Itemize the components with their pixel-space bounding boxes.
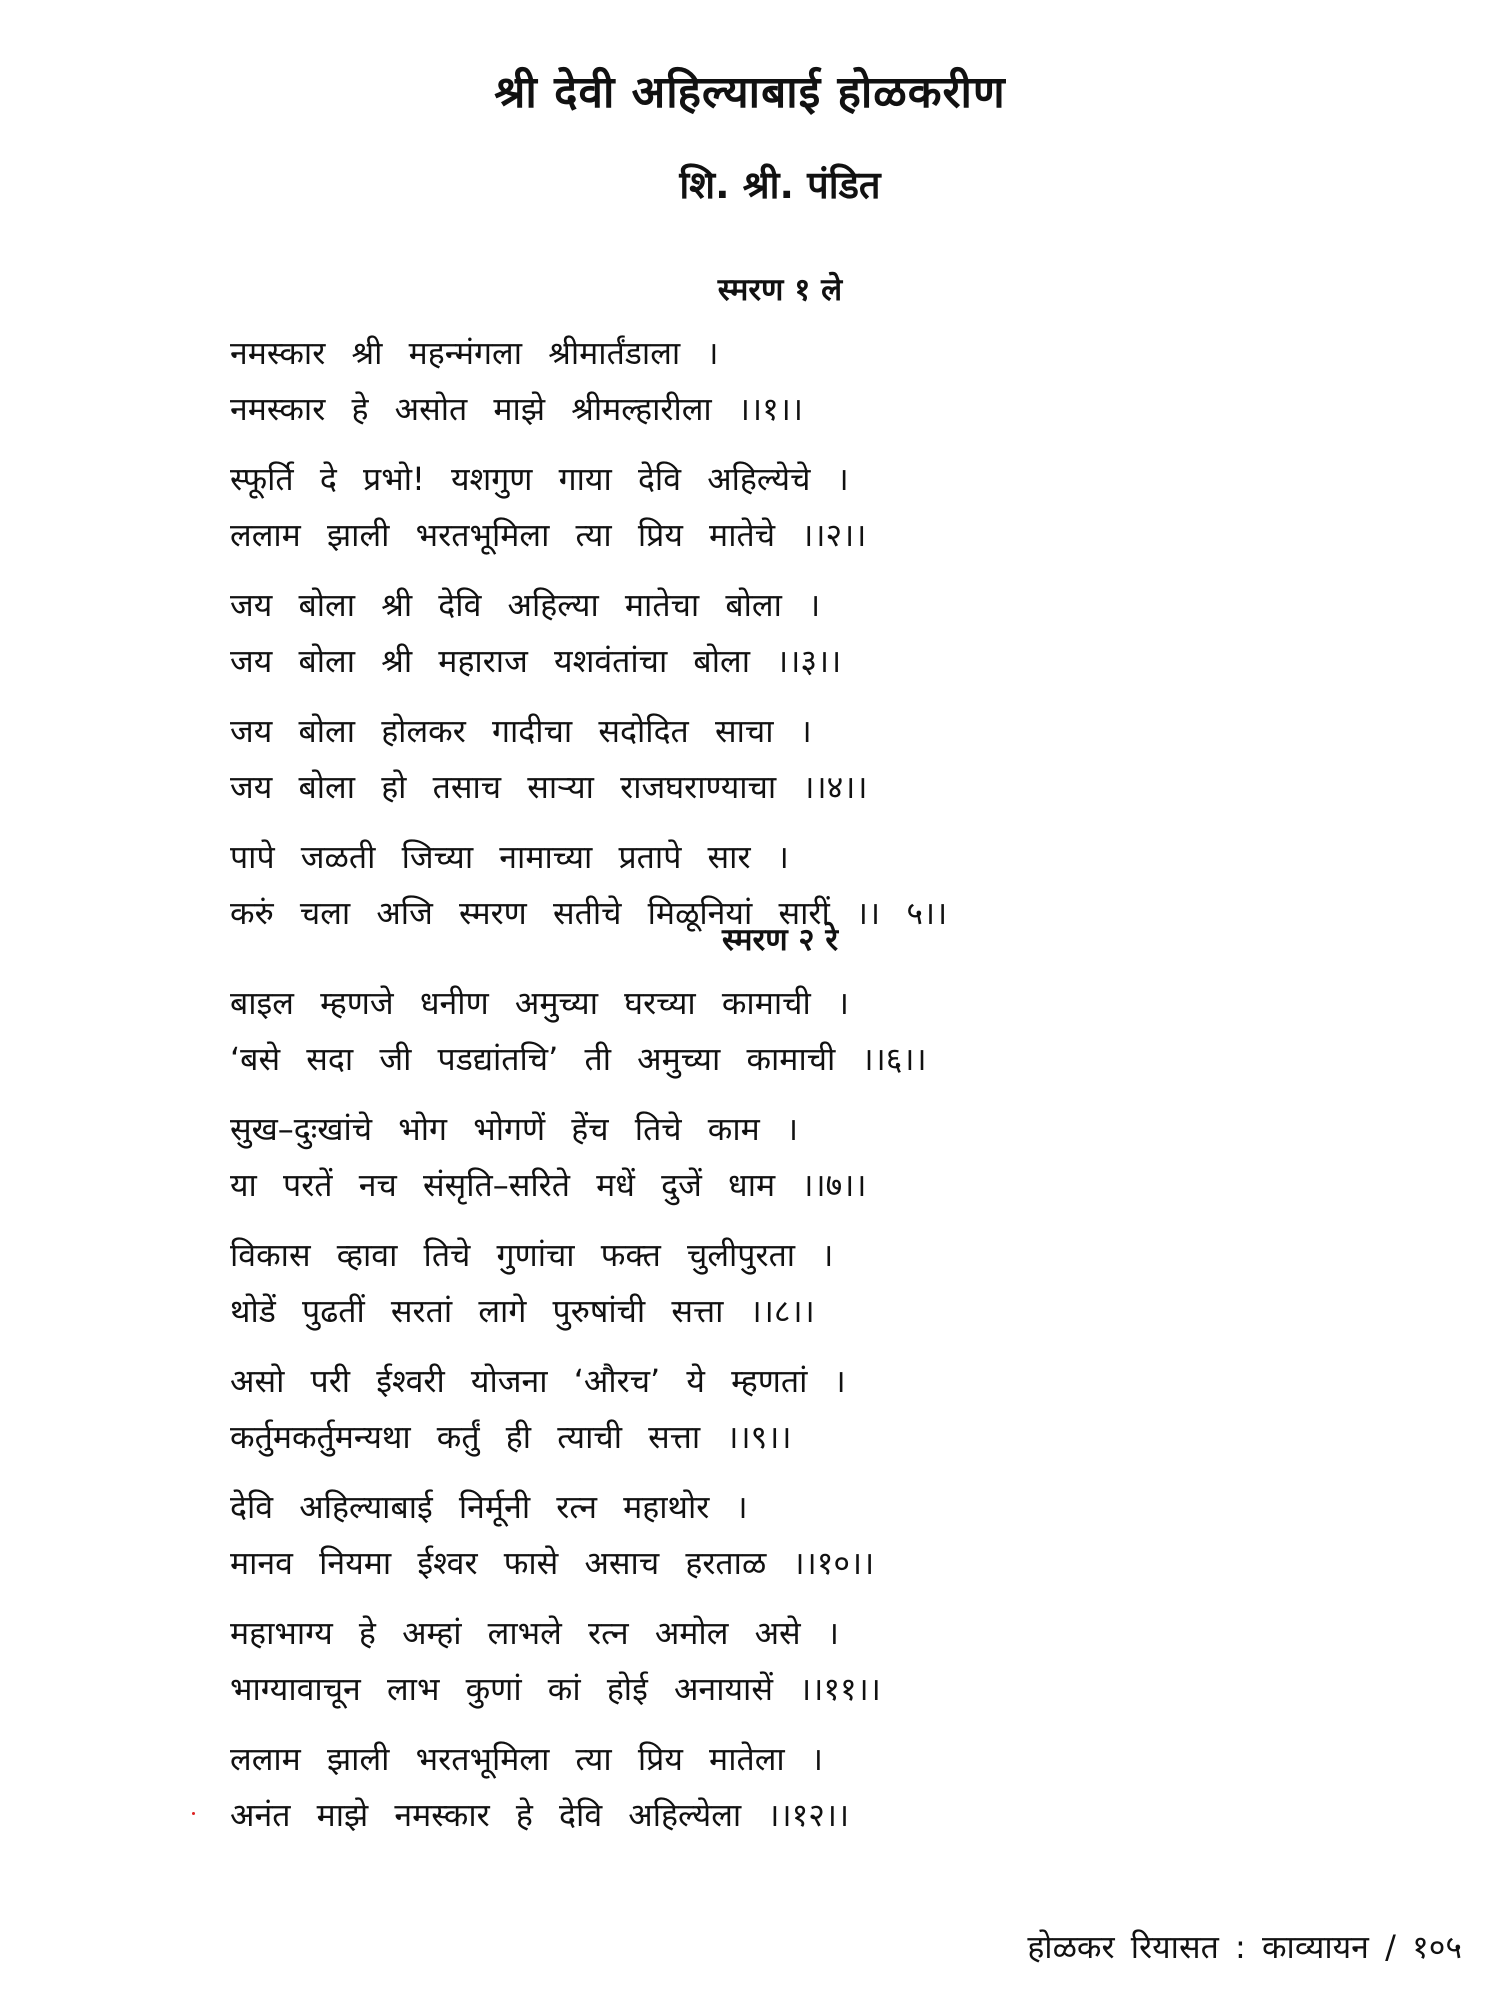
stanza-4 [230, 703, 1290, 815]
verse-line: स्फूर्ति दे प्रभो! यशगुण गाया देवि अहिल्येचे । [230, 460, 849, 498]
verse-line: नमस्कार श्री महन्मंगला श्रीमार्तंडाला । [230, 334, 719, 372]
verse-line: ललाम झाली भरतभूमिला त्या प्रिय मातेला । [230, 1740, 824, 1778]
verse-line: अनंत माझे नमस्कार हे देवि अहिल्येला ।।१२।। [230, 1796, 850, 1834]
section-heading-1: स्मरण १ ले [717, 272, 843, 308]
verse-line: नमस्कार हे असोत माझे श्रीमल्हारीला ।।१।। [230, 390, 804, 428]
verse-line: जय बोला होलकर गादीचा सदोदित साचा । [230, 712, 812, 750]
stanza-12 [230, 1731, 1290, 1843]
ink-speck [192, 1812, 195, 1815]
poem-title: श्री देवी अहिल्याबाई होळकरीण [494, 67, 1006, 118]
verse-line: महाभाग्य हे अम्हां लाभले रत्न अमोल असे । [230, 1614, 839, 1652]
stanza-7 [230, 1101, 1290, 1213]
section-heading-2: स्मरण २ रे [721, 922, 839, 958]
verse-line: भाग्यावाचून लाभ कुणां कां होई अनायासें ।।११।। [230, 1670, 881, 1708]
section-1-verses [230, 325, 1290, 955]
verse-line: जय बोला श्री महाराज यशवंतांचा बोला ।।३।। [230, 642, 842, 680]
stanza-11 [230, 1605, 1290, 1717]
verse-line: या परतें नच संसृति–सरिते मधें दुजें धाम ।।७।। [230, 1166, 867, 1204]
verse-line: जय बोला हो तसाच साऱ्या राजघराण्याचा ।।४।। [230, 768, 868, 806]
verse-line: सुख–दुःखांचे भोग भोगणें हेंच तिचे काम । [230, 1110, 799, 1148]
verse-line: जय बोला श्री देवि अहिल्या मातेचा बोला । [230, 586, 821, 624]
stanza-3 [230, 577, 1290, 689]
verse-line: असो परी ईश्वरी योजना ‘औरच’ ये म्हणतां । [230, 1362, 846, 1400]
verse-line: देवि अहिल्याबाई निर्मूनी रत्न महाथोर । [230, 1488, 748, 1526]
poem-author: शि. श्री. पंडित [679, 163, 881, 207]
verse-line: करुं चला अजि स्मरण सतीचे मिळूनियां सारीं ।। ५।। [230, 894, 948, 932]
verse-line: कर्तुमकर्तुमन्यथा कर्तुं ही त्याची सत्ता ।।९।। [230, 1418, 792, 1456]
page-footer: होळकर रियासत : काव्यायन / १०५ [1027, 1928, 1462, 1966]
verse-line: ‘बसे सदा जी पडद्यांतचि’ ती अमुच्या कामाची ।।६।। [230, 1040, 927, 1078]
verse-line: ललाम झाली भरतभूमिला त्या प्रिय मातेचे ।।२।। [230, 516, 867, 554]
stanza-8 [230, 1227, 1290, 1339]
stanza-2 [230, 451, 1290, 563]
verse-line: मानव नियमा ईश्वर फासे असाच हरताळ ।।१०।। [230, 1544, 875, 1582]
verse-line: पापे जळती जिच्या नामाच्या प्रतापे सार । [230, 838, 789, 876]
section-2-verses [230, 975, 1290, 1857]
stanza-9 [230, 1353, 1290, 1465]
stanza-6 [230, 975, 1290, 1087]
stanza-10 [230, 1479, 1290, 1591]
stanza-1 [230, 325, 1290, 437]
verse-line: थोडें पुढतीं सरतां लागे पुरुषांची सत्ता ।।८।। [230, 1292, 815, 1330]
verse-line: विकास व्हावा तिचे गुणांचा फक्त चुलीपुरता । [230, 1236, 834, 1274]
verse-line: बाइल म्हणजे धनीण अमुच्या घरच्या कामाची । [230, 984, 850, 1022]
